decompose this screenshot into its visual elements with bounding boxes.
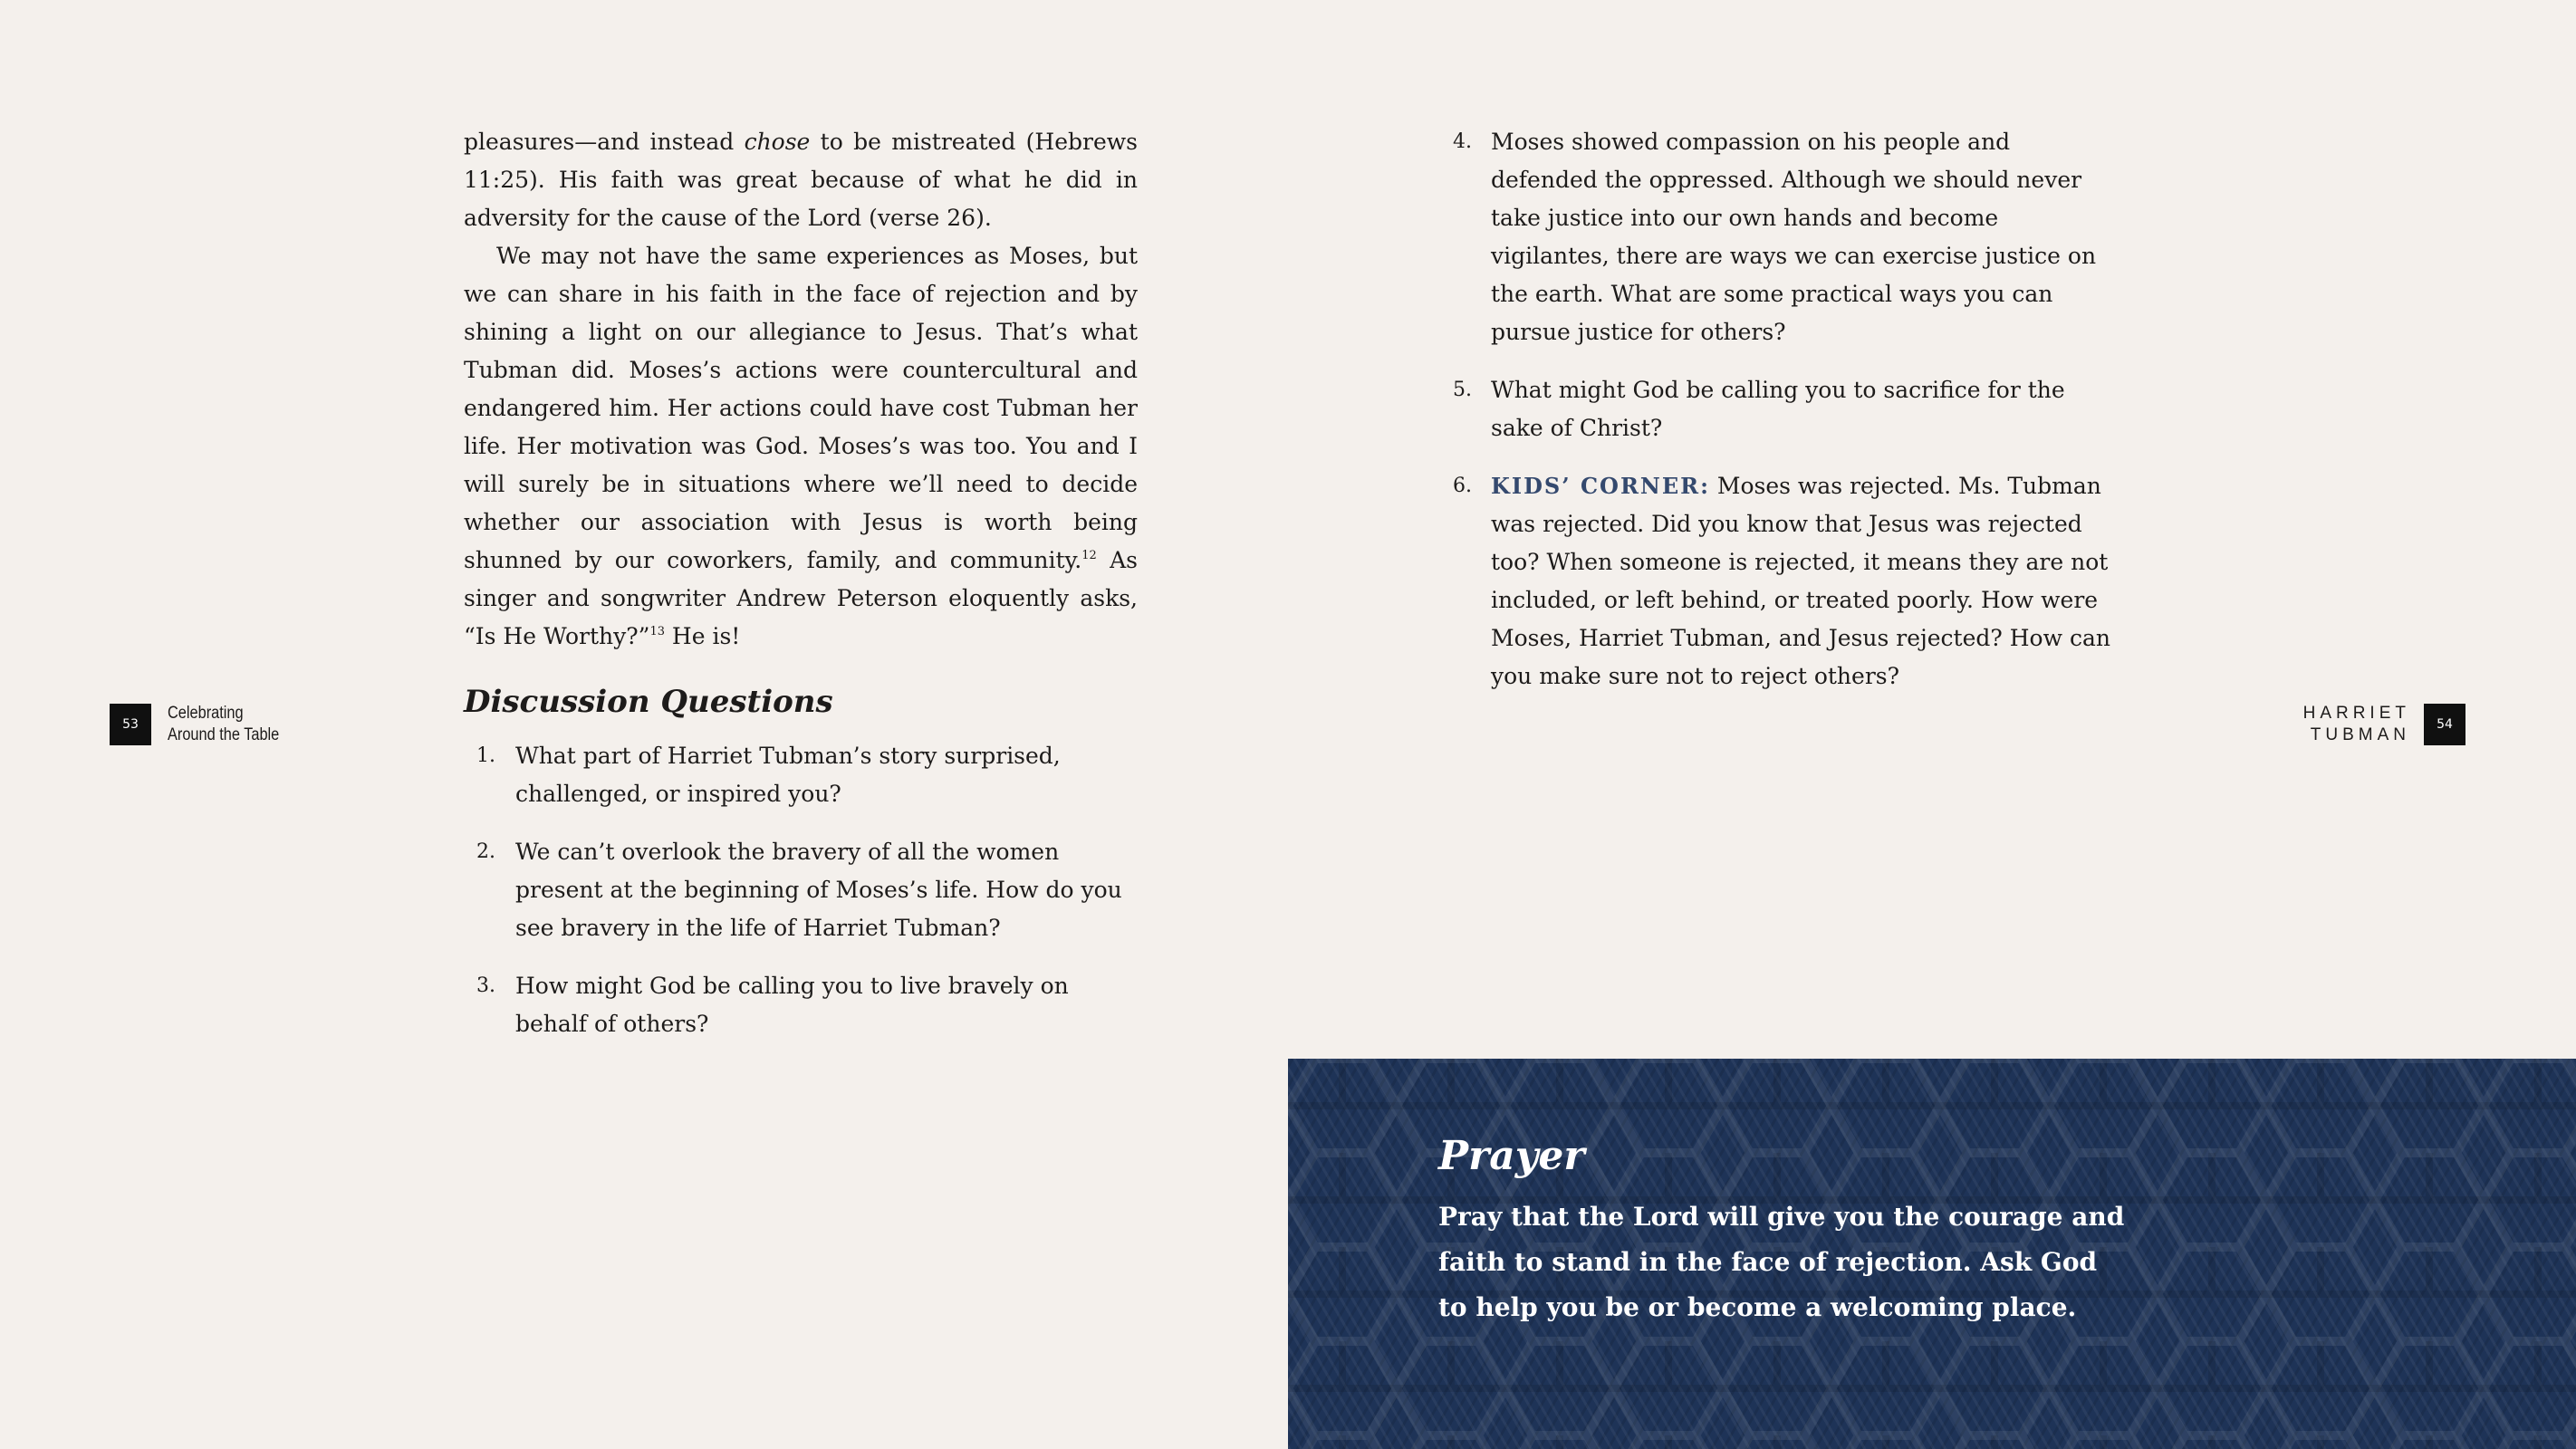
question-item xyxy=(1453,123,2119,351)
running-head-right-line-2: TUBMAN xyxy=(2310,725,2410,744)
footnote-ref-13[interactable]: 13 xyxy=(649,625,665,638)
paragraph-1-italic: chose xyxy=(744,129,811,155)
question-text: What part of Harriet Tubman’s story surprised, challenged, or inspired you? xyxy=(515,743,1061,807)
prayer-text: Pray that the Lord will give you the courage and faith to stand in the face of rejection. Ask God to help you be or become a welcoming place. xyxy=(1438,1202,2125,1322)
prayer-box xyxy=(1288,1059,2576,1449)
running-head-right xyxy=(2303,703,2410,746)
page-number-left: 53 xyxy=(110,704,151,745)
discussion-questions-heading: Discussion Questions xyxy=(464,684,833,720)
question-item xyxy=(464,833,1138,947)
question-item xyxy=(1453,371,2119,447)
kids-corner-label: KIDS’ CORNER: xyxy=(1491,473,1710,499)
paragraph-2-text-a: We may not have the same experiences as Moses, but we can share in his faith in the face of rejection and by shining a light on our allegiance to Jesus. That’s what Tubman did. Moses’s actions were countercultural and endangered him. Her actions could have cost Tubman her life. Her motivation was God. Moses’s was too. You and I will surely be in situations where we’ll need to decide whether our association with Jesus is worth being shunned by our coworkers, family, and community. xyxy=(464,243,1138,573)
question-number: 3. xyxy=(476,974,495,997)
paragraph-1-text-a: pleasures—and instead xyxy=(464,129,745,155)
question-number: 2. xyxy=(476,840,495,863)
running-head-left-line-2: Around the Table xyxy=(168,725,280,744)
question-item xyxy=(1453,467,2119,696)
left-text-column xyxy=(464,123,1138,1063)
paragraph-2 xyxy=(464,237,1138,656)
question-number: 5. xyxy=(1453,379,1472,401)
question-item xyxy=(464,737,1138,813)
question-number: 4. xyxy=(1453,130,1472,153)
question-text: How might God be calling you to live bravely on behalf of others? xyxy=(515,973,1069,1037)
running-head-left-line-1: Celebrating xyxy=(168,704,244,723)
question-text: What might God be calling you to sacrifice for the sake of Christ? xyxy=(1491,377,2065,441)
running-head-right-line-1: HARRIET xyxy=(2302,704,2410,723)
paragraph-2-text-c: He is! xyxy=(664,623,741,649)
question-number: 6. xyxy=(1453,475,1472,497)
question-text: We can’t overlook the bravery of all the women present at the beginning of Moses’s life. How do you see bravery in the life of Harriet Tubman? xyxy=(515,839,1122,941)
paragraph-1 xyxy=(464,123,1138,237)
question-text: Moses was rejected. Ms. Tubman was rejected. Did you know that Jesus was rejected too? When someone is rejected, it means they are not included, or left behind, or treated poorly. How were Moses, Harriet Tubman, and Jesus rejected? How can you make sure not to reject others? xyxy=(1491,473,2110,689)
paragraph-1-text-b: to be mistreated (Hebrews 11:25). His faith was great because of what he did in adversity for the cause of the Lord (verse 26). xyxy=(464,129,1138,231)
questions-list-right xyxy=(1453,123,2119,696)
prayer-title: Prayer xyxy=(1438,1133,1585,1179)
questions-list-left xyxy=(464,737,1138,1043)
page-number-right: 54 xyxy=(2424,704,2465,745)
paragraph-2-text-b: As singer and songwriter Andrew Peterson eloquently asks, “Is He Worthy?” xyxy=(464,547,1138,649)
footnote-ref-12[interactable]: 12 xyxy=(1081,549,1097,562)
question-item xyxy=(464,967,1138,1043)
running-head-left xyxy=(168,703,297,746)
question-number: 1. xyxy=(476,744,495,767)
right-text-column xyxy=(1453,123,2119,715)
question-text: Moses showed compassion on his people and defended the oppressed. Although we should never take justice into our own hands and become vigilantes, there are ways we can exercise justice on the earth. What are some practical ways you can pursue justice for others? xyxy=(1491,129,2097,345)
